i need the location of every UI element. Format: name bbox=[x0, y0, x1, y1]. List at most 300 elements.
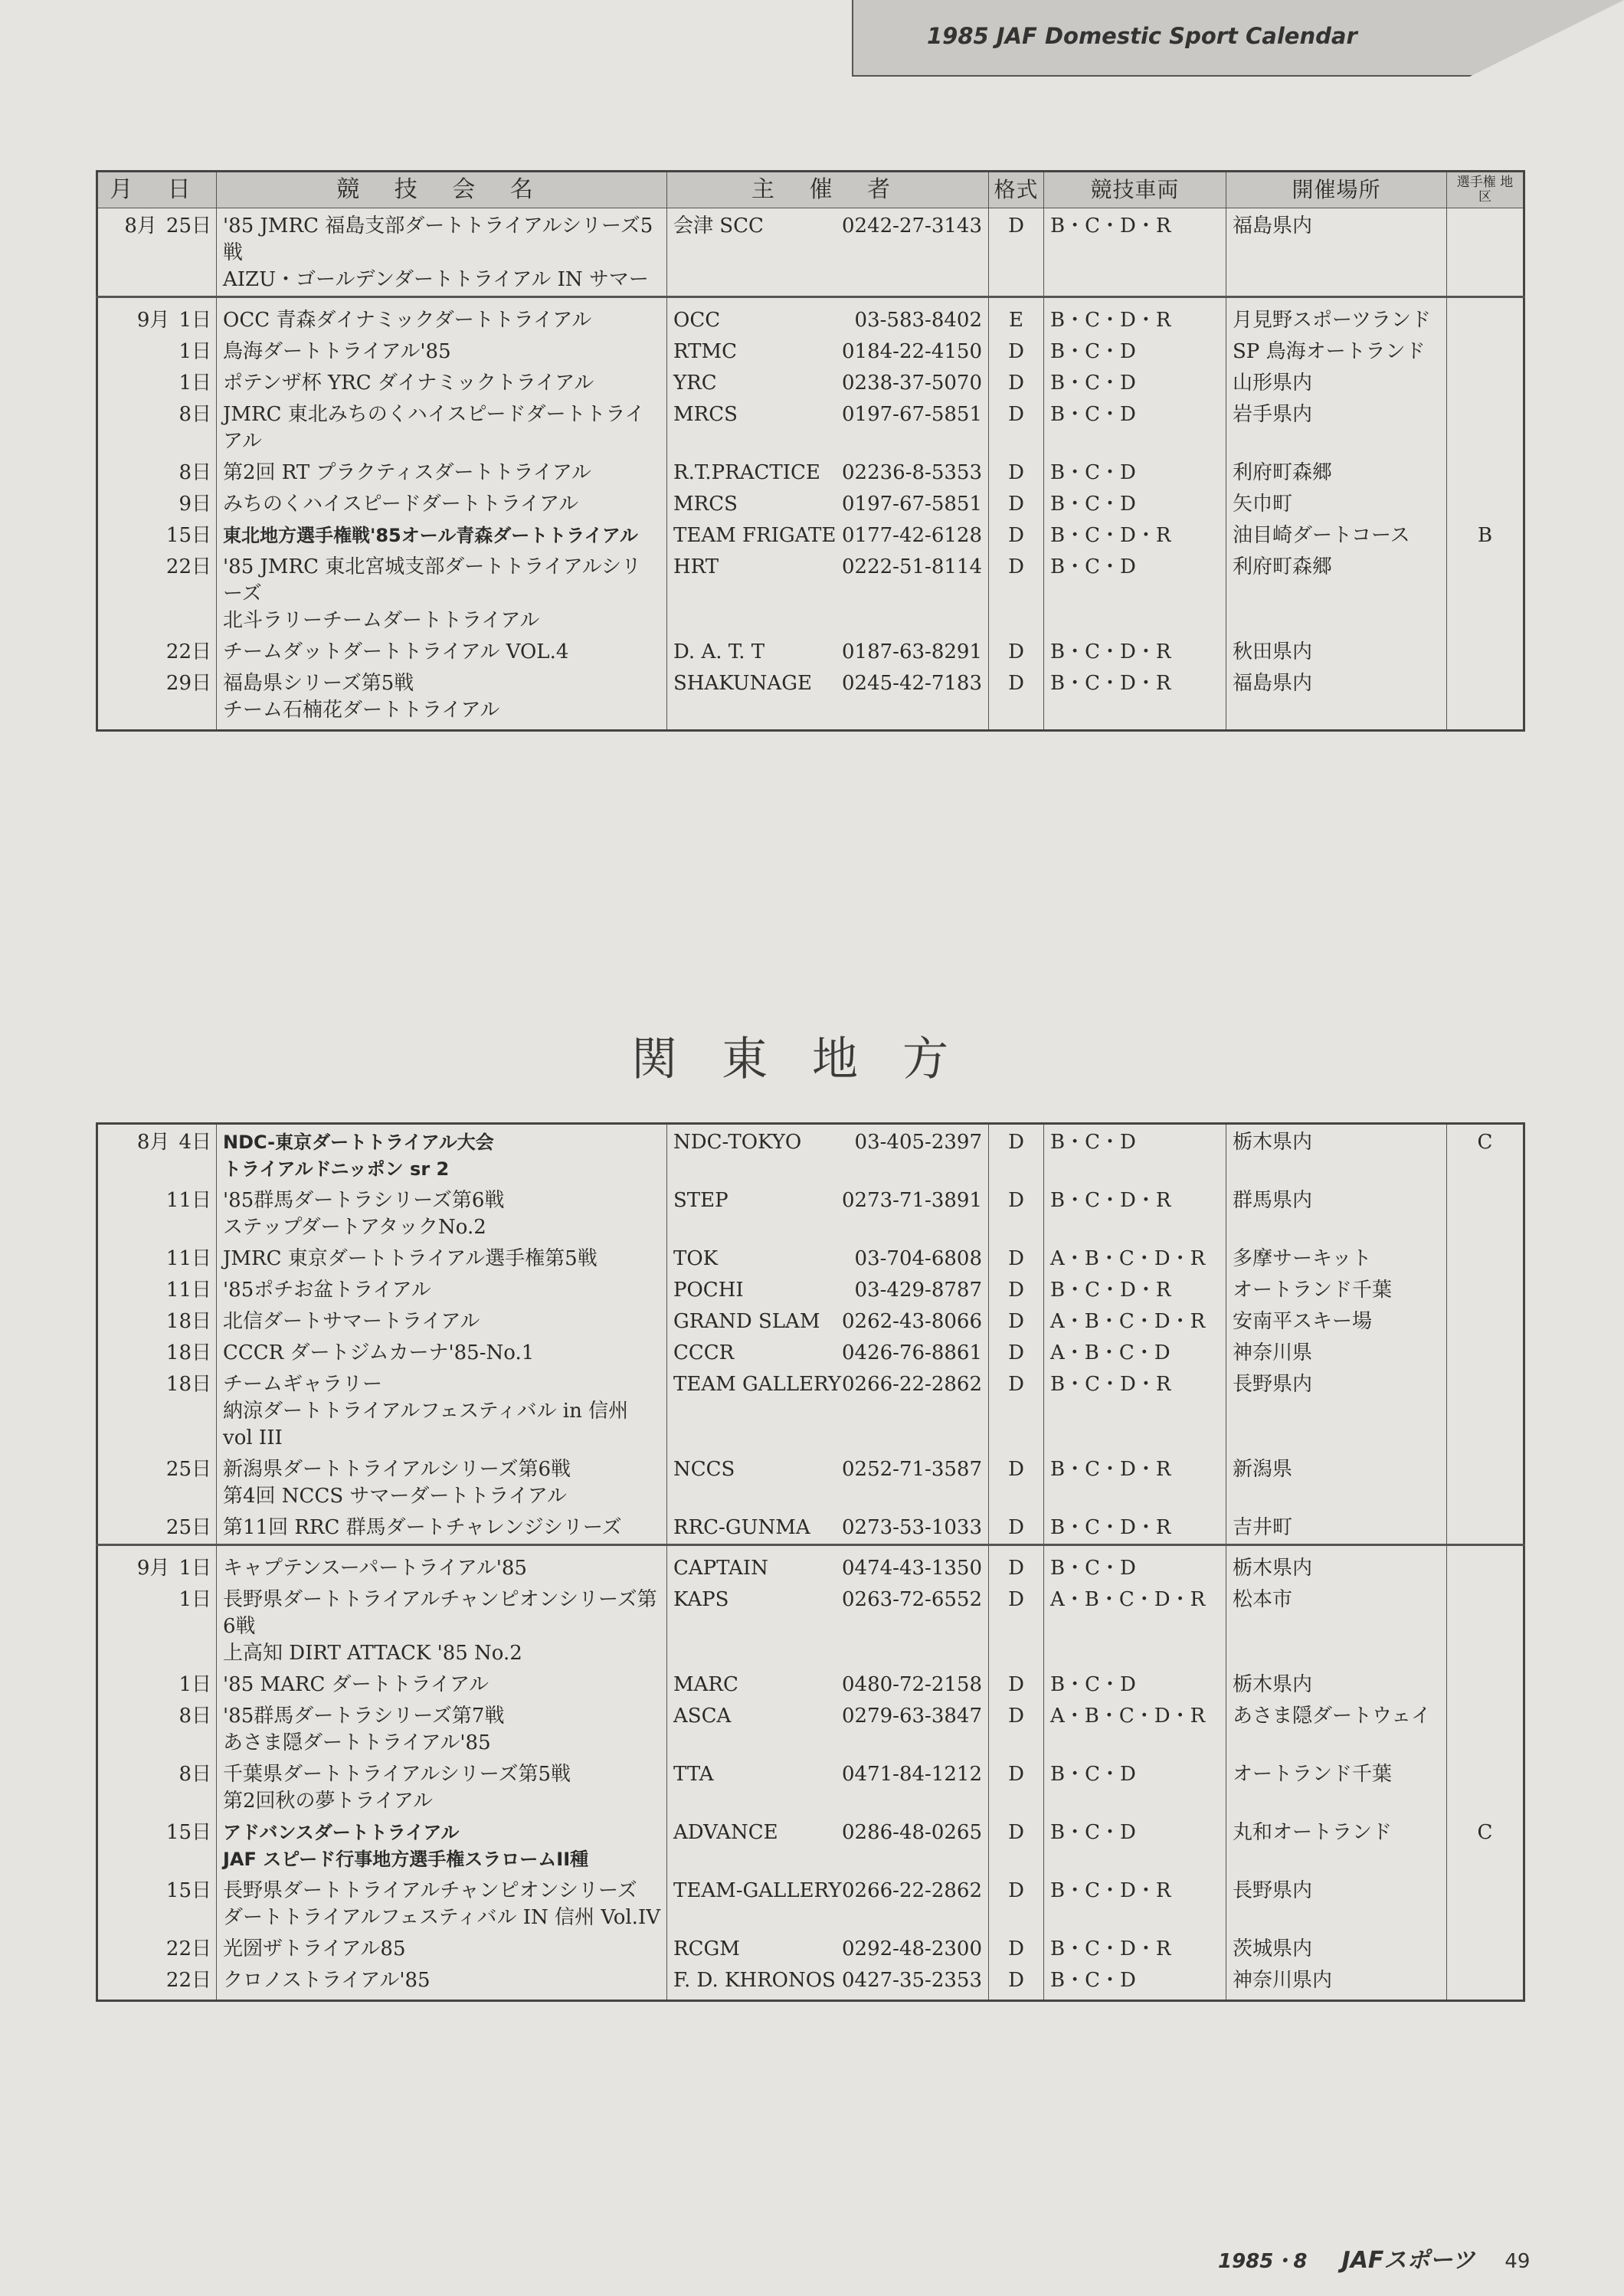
event-name-line: ダートトライアルフェスティバル IN 信州 Vol.IV bbox=[223, 1906, 660, 1929]
organizer-phone: 0266-22-2862 bbox=[842, 1373, 982, 1396]
organizer bbox=[667, 1759, 989, 1817]
championship-region bbox=[1447, 1669, 1524, 1701]
organizer bbox=[667, 1669, 989, 1701]
event-name-line: ポテンザ杯 YRC ダイナミックトライアル bbox=[223, 372, 594, 395]
spacer-cell bbox=[1447, 726, 1524, 731]
event-name-line: '85群馬ダートラシリーズ第7戦 bbox=[223, 1705, 505, 1728]
organizer-phone: 0238-37-5070 bbox=[842, 372, 982, 395]
event-date bbox=[97, 1338, 217, 1369]
event-date bbox=[97, 1185, 217, 1243]
organizer-name: SHAKUNAGE bbox=[673, 672, 812, 695]
organizer-name: HRT bbox=[673, 555, 719, 578]
table-header-row bbox=[97, 172, 1524, 208]
venue: オートランド千葉 bbox=[1226, 1759, 1447, 1817]
footer-issue: 1985・8 bbox=[1218, 2250, 1308, 2273]
event-name-line: JMRC 東京ダートトライアル選手権第5戦 bbox=[223, 1247, 598, 1270]
organizer-phone: 03-429-8787 bbox=[854, 1279, 982, 1302]
venue: 長野県内 bbox=[1226, 1369, 1447, 1454]
organizer-phone: 0263-72-6552 bbox=[842, 1588, 982, 1611]
event-name-line: '85 JMRC 東北宮城支部ダートトライアルシリーズ bbox=[223, 555, 642, 605]
event-name-line: JAF スピード行事地方選手権スラロームII種 bbox=[223, 1849, 589, 1870]
event-name-line: キャプテンスーパートライアル'85 bbox=[223, 1557, 527, 1580]
event-name-line: 第2回 RT プラクティスダートトライアル bbox=[223, 461, 591, 484]
event-format: D bbox=[989, 208, 1044, 297]
organizer bbox=[667, 552, 989, 637]
event-name bbox=[217, 368, 667, 399]
event-format: D bbox=[989, 1124, 1044, 1186]
spacer-cell bbox=[989, 1996, 1044, 2001]
table-row bbox=[97, 1185, 1524, 1243]
championship-region bbox=[1447, 1965, 1524, 1996]
event-name bbox=[217, 1965, 667, 1996]
vehicle-classes: B・C・D bbox=[1044, 1545, 1226, 1585]
table-row bbox=[97, 368, 1524, 399]
event-format: D bbox=[989, 1306, 1044, 1338]
day-label: 15日 bbox=[165, 1821, 211, 1844]
vehicle-classes: B・C・D・R bbox=[1044, 1454, 1226, 1512]
table-row bbox=[97, 1124, 1524, 1186]
event-format: D bbox=[989, 1875, 1044, 1934]
spacer-cell bbox=[217, 726, 667, 731]
day-label: 1日 bbox=[178, 1557, 211, 1580]
event-format: D bbox=[989, 1338, 1044, 1369]
venue: 多摩サーキット bbox=[1226, 1243, 1447, 1275]
organizer bbox=[667, 1306, 989, 1338]
organizer-name: TEAM-GALLERY bbox=[673, 1879, 842, 1902]
event-name bbox=[217, 1817, 667, 1875]
organizer-phone: 0242-27-3143 bbox=[842, 215, 982, 237]
venue: 油目崎ダートコース bbox=[1226, 520, 1447, 552]
event-name bbox=[217, 1454, 667, 1512]
event-format: D bbox=[989, 1817, 1044, 1875]
organizer-phone: 0184-22-4150 bbox=[842, 340, 982, 363]
championship-region bbox=[1447, 1545, 1524, 1585]
vehicle-classes: B・C・D bbox=[1044, 552, 1226, 637]
organizer-phone: 0266-22-2862 bbox=[842, 1879, 982, 1902]
event-name-line: NDC-東京ダートトライアル大会 bbox=[223, 1132, 494, 1153]
event-date bbox=[97, 1759, 217, 1817]
table-row bbox=[97, 1275, 1524, 1306]
event-name bbox=[217, 552, 667, 637]
event-format: D bbox=[989, 489, 1044, 520]
organizer-phone: 0273-53-1033 bbox=[842, 1516, 982, 1539]
event-format: D bbox=[989, 1759, 1044, 1817]
organizer-phone: 0426-76-8861 bbox=[842, 1341, 982, 1364]
organizer-phone: 0286-48-0265 bbox=[842, 1821, 982, 1844]
organizer-phone: 02236-8-5353 bbox=[842, 461, 982, 484]
organizer-name: YRC bbox=[673, 372, 717, 395]
organizer bbox=[667, 520, 989, 552]
table-row bbox=[97, 1243, 1524, 1275]
event-format: D bbox=[989, 520, 1044, 552]
venue: 矢巾町 bbox=[1226, 489, 1447, 520]
spacer-cell bbox=[1226, 726, 1447, 731]
event-name bbox=[217, 1545, 667, 1585]
organizer-phone: 0252-71-3587 bbox=[842, 1458, 982, 1481]
event-name-line: あさま隠ダートトライアル'85 bbox=[223, 1731, 491, 1754]
organizer bbox=[667, 1369, 989, 1454]
organizer-phone: 0474-43-1350 bbox=[842, 1557, 982, 1580]
event-name bbox=[217, 1875, 667, 1934]
event-format: D bbox=[989, 336, 1044, 368]
championship-region bbox=[1447, 489, 1524, 520]
event-name-line: 上高知 DIRT ATTACK '85 No.2 bbox=[223, 1642, 522, 1665]
event-format: D bbox=[989, 1584, 1044, 1669]
table-row bbox=[97, 1512, 1524, 1545]
event-date bbox=[97, 1306, 217, 1338]
event-date bbox=[97, 668, 217, 726]
venue: オートランド千葉 bbox=[1226, 1275, 1447, 1306]
table-row bbox=[97, 668, 1524, 726]
venue: 新潟県 bbox=[1226, 1454, 1447, 1512]
event-name-line: チームダットダートトライアル VOL.4 bbox=[223, 640, 569, 663]
vehicle-classes: B・C・D bbox=[1044, 1817, 1226, 1875]
organizer bbox=[667, 637, 989, 668]
table-row bbox=[97, 1584, 1524, 1669]
organizer bbox=[667, 336, 989, 368]
organizer bbox=[667, 1454, 989, 1512]
vehicle-classes: B・C・D・R bbox=[1044, 1875, 1226, 1934]
event-name bbox=[217, 457, 667, 489]
organizer bbox=[667, 1124, 989, 1186]
spacer-cell bbox=[1226, 1996, 1447, 2001]
event-name bbox=[217, 399, 667, 457]
organizer-name: TEAM GALLERY bbox=[673, 1373, 841, 1396]
organizer bbox=[667, 1243, 989, 1275]
vehicle-classes: A・B・C・D・R bbox=[1044, 1701, 1226, 1759]
table-row bbox=[97, 1369, 1524, 1454]
championship-region bbox=[1447, 1338, 1524, 1369]
championship-region bbox=[1447, 552, 1524, 637]
event-date bbox=[97, 1275, 217, 1306]
vehicle-classes: B・C・D・R bbox=[1044, 1934, 1226, 1965]
event-name-line: '85群馬ダートラシリーズ第6戦 bbox=[223, 1189, 505, 1212]
day-label: 4日 bbox=[178, 1131, 211, 1154]
championship-region bbox=[1447, 1875, 1524, 1934]
championship-region bbox=[1447, 1454, 1524, 1512]
event-date bbox=[97, 1369, 217, 1454]
event-name bbox=[217, 208, 667, 297]
day-label: 11日 bbox=[165, 1279, 211, 1302]
vehicle-classes: B・C・D・R bbox=[1044, 520, 1226, 552]
day-label: 22日 bbox=[165, 1969, 211, 1992]
championship-region bbox=[1447, 1512, 1524, 1545]
day-label: 18日 bbox=[165, 1310, 211, 1333]
organizer bbox=[667, 1817, 989, 1875]
day-label: 1日 bbox=[178, 1588, 211, 1611]
table-row bbox=[97, 1545, 1524, 1585]
event-name-line: 第11回 RRC 群馬ダートチャレンジシリーズ bbox=[223, 1516, 622, 1539]
organizer bbox=[667, 1584, 989, 1669]
event-date bbox=[97, 297, 217, 337]
event-name bbox=[217, 1701, 667, 1759]
championship-region bbox=[1447, 1243, 1524, 1275]
event-format: D bbox=[989, 457, 1044, 489]
event-name-line: 第4回 NCCS サマーダートトライアル bbox=[223, 1485, 567, 1508]
vehicle-classes: B・C・D bbox=[1044, 1759, 1226, 1817]
organizer-phone: 0279-63-3847 bbox=[842, 1705, 982, 1728]
spacer-cell bbox=[667, 1996, 989, 2001]
organizer-name: KAPS bbox=[673, 1588, 729, 1611]
event-name-line: 鳥海ダートトライアル'85 bbox=[223, 340, 451, 363]
vehicle-classes: B・C・D・R bbox=[1044, 1369, 1226, 1454]
header-venue: 開催場所 bbox=[1226, 172, 1447, 208]
venue: 利府町森郷 bbox=[1226, 457, 1447, 489]
organizer-phone: 0273-71-3891 bbox=[842, 1189, 982, 1212]
event-name bbox=[217, 637, 667, 668]
footer-page-number: 49 bbox=[1504, 2250, 1531, 2273]
spacer-cell bbox=[97, 1996, 217, 2001]
organizer-name: STEP bbox=[673, 1189, 729, 1212]
organizer-name: TOK bbox=[673, 1247, 719, 1270]
organizer bbox=[667, 368, 989, 399]
event-name-line: CCCR ダートジムカーナ'85-No.1 bbox=[223, 1341, 535, 1364]
vehicle-classes: B・C・D bbox=[1044, 368, 1226, 399]
organizer-name: CAPTAIN bbox=[673, 1557, 768, 1580]
vehicle-classes: A・B・C・D・R bbox=[1044, 1306, 1226, 1338]
organizer-name: D. A. T. T bbox=[673, 640, 765, 663]
venue: 秋田県内 bbox=[1226, 637, 1447, 668]
table-row bbox=[97, 637, 1524, 668]
table-spacer-row bbox=[97, 726, 1524, 731]
day-label: 15日 bbox=[165, 524, 211, 547]
championship-region bbox=[1447, 297, 1524, 337]
venue: 山形県内 bbox=[1226, 368, 1447, 399]
organizer-phone: 0222-51-8114 bbox=[842, 555, 982, 578]
organizer bbox=[667, 1185, 989, 1243]
header-organizer: 主 催 者 bbox=[667, 172, 989, 208]
organizer bbox=[667, 1875, 989, 1934]
organizer bbox=[667, 208, 989, 297]
day-label: 8日 bbox=[178, 1763, 211, 1786]
organizer-name: R.T.PRACTICE bbox=[673, 461, 820, 484]
championship-region bbox=[1447, 637, 1524, 668]
event-name-line: 第2回秋の夢トライアル bbox=[223, 1790, 433, 1813]
event-format: D bbox=[989, 1965, 1044, 1996]
event-name bbox=[217, 1306, 667, 1338]
day-label: 29日 bbox=[165, 672, 211, 695]
event-date bbox=[97, 1701, 217, 1759]
organizer-name: MRCS bbox=[673, 403, 738, 426]
championship-region bbox=[1447, 208, 1524, 297]
spacer-cell bbox=[989, 726, 1044, 731]
event-name-line: '85ポチお盆トライアル bbox=[223, 1279, 431, 1302]
venue: 月見野スポーツランド bbox=[1226, 297, 1447, 337]
day-label: 15日 bbox=[165, 1879, 211, 1902]
event-format: E bbox=[989, 297, 1044, 337]
day-label: 22日 bbox=[165, 1937, 211, 1960]
vehicle-classes: B・C・D・R bbox=[1044, 1275, 1226, 1306]
event-name bbox=[217, 1185, 667, 1243]
championship-region: B bbox=[1447, 520, 1524, 552]
event-name-line: AIZU・ゴールデンダートトライアル IN サマー bbox=[223, 268, 649, 291]
spacer-cell bbox=[217, 1996, 667, 2001]
event-format: D bbox=[989, 399, 1044, 457]
event-date bbox=[97, 399, 217, 457]
venue: 安南平スキー場 bbox=[1226, 1306, 1447, 1338]
event-name bbox=[217, 1584, 667, 1669]
venue: 栃木県内 bbox=[1226, 1669, 1447, 1701]
championship-region: C bbox=[1447, 1124, 1524, 1186]
championship-region bbox=[1447, 336, 1524, 368]
organizer-name: NCCS bbox=[673, 1458, 735, 1481]
month-label: 9月 bbox=[136, 1557, 170, 1580]
event-name-line: トライアルドニッポン sr 2 bbox=[223, 1158, 450, 1180]
event-format: D bbox=[989, 1243, 1044, 1275]
vehicle-classes: B・C・D bbox=[1044, 489, 1226, 520]
day-label: 11日 bbox=[165, 1189, 211, 1212]
day-label: 18日 bbox=[165, 1373, 211, 1396]
event-date bbox=[97, 1454, 217, 1512]
event-name-line: 納涼ダートトライアルフェスティバル in 信州 vol III bbox=[223, 1400, 629, 1449]
event-name-line: 光圀ザトライアル85 bbox=[223, 1937, 406, 1960]
table-row bbox=[97, 520, 1524, 552]
event-date bbox=[97, 208, 217, 297]
event-date bbox=[97, 1875, 217, 1934]
venue: 福島県内 bbox=[1226, 208, 1447, 297]
vehicle-classes: B・C・D・R bbox=[1044, 297, 1226, 337]
organizer-phone: 03-704-6808 bbox=[854, 1247, 982, 1270]
table-row bbox=[97, 489, 1524, 520]
table-row bbox=[97, 336, 1524, 368]
venue: あさま隠ダートウェイ bbox=[1226, 1701, 1447, 1759]
event-name bbox=[217, 1669, 667, 1701]
event-date bbox=[97, 1545, 217, 1585]
event-name bbox=[217, 1124, 667, 1186]
spacer-cell bbox=[1044, 726, 1226, 731]
header-vehicles: 競技車両 bbox=[1044, 172, 1226, 208]
venue: 吉井町 bbox=[1226, 1512, 1447, 1545]
table-row bbox=[97, 1669, 1524, 1701]
day-label: 1日 bbox=[178, 1673, 211, 1696]
organizer bbox=[667, 1338, 989, 1369]
day-label: 9日 bbox=[178, 493, 211, 516]
organizer bbox=[667, 1545, 989, 1585]
event-format: D bbox=[989, 1369, 1044, 1454]
day-label: 22日 bbox=[165, 555, 211, 578]
event-date bbox=[97, 1669, 217, 1701]
venue: 茨城県内 bbox=[1226, 1934, 1447, 1965]
event-name bbox=[217, 1338, 667, 1369]
championship-region bbox=[1447, 1275, 1524, 1306]
event-format: D bbox=[989, 1512, 1044, 1545]
vehicle-classes: B・C・D bbox=[1044, 1965, 1226, 1996]
venue: 神奈川県内 bbox=[1226, 1965, 1447, 1996]
event-name-line: ステップダートアタックNo.2 bbox=[223, 1216, 486, 1239]
venue: 松本市 bbox=[1226, 1584, 1447, 1669]
table-row bbox=[97, 1701, 1524, 1759]
event-name bbox=[217, 1369, 667, 1454]
vehicle-classes: B・C・D bbox=[1044, 336, 1226, 368]
event-format: D bbox=[989, 1701, 1044, 1759]
footer-magazine-logo: JAFスポーツ bbox=[1341, 2247, 1475, 2274]
spacer-cell bbox=[1044, 1996, 1226, 2001]
organizer-name: RTMC bbox=[673, 340, 737, 363]
event-date bbox=[97, 1512, 217, 1545]
vehicle-classes: B・C・D・R bbox=[1044, 668, 1226, 726]
vehicle-classes: B・C・D・R bbox=[1044, 1185, 1226, 1243]
vehicle-classes: A・B・C・D・R bbox=[1044, 1584, 1226, 1669]
table-row bbox=[97, 1306, 1524, 1338]
table-row bbox=[97, 399, 1524, 457]
organizer-name: RCGM bbox=[673, 1937, 740, 1960]
event-format: D bbox=[989, 368, 1044, 399]
event-name-line: みちのくハイスピードダートトライアル bbox=[223, 493, 579, 516]
table-row bbox=[97, 1817, 1524, 1875]
table-row bbox=[97, 1934, 1524, 1965]
event-name-line: 福島県シリーズ第5戦 bbox=[223, 672, 414, 695]
event-name-line: '85 MARC ダートトライアル bbox=[223, 1673, 489, 1696]
venue: 岩手県内 bbox=[1226, 399, 1447, 457]
event-name-line: 東北地方選手権戦'85オール青森ダートトライアル bbox=[223, 525, 638, 546]
table-row bbox=[97, 1454, 1524, 1512]
event-name-line: 新潟県ダートトライアルシリーズ第6戦 bbox=[223, 1458, 571, 1481]
day-label: 25日 bbox=[165, 1458, 211, 1481]
organizer bbox=[667, 1701, 989, 1759]
event-date bbox=[97, 457, 217, 489]
event-name bbox=[217, 489, 667, 520]
organizer-phone: 0197-67-5851 bbox=[842, 403, 982, 426]
event-name bbox=[217, 520, 667, 552]
day-label: 22日 bbox=[165, 640, 211, 663]
event-format: D bbox=[989, 1185, 1044, 1243]
organizer-phone: 0471-84-1212 bbox=[842, 1763, 982, 1786]
table-row bbox=[97, 1338, 1524, 1369]
championship-region bbox=[1447, 1934, 1524, 1965]
event-name bbox=[217, 1934, 667, 1965]
venue: 長野県内 bbox=[1226, 1875, 1447, 1934]
day-label: 1日 bbox=[178, 309, 211, 332]
organizer-name: GRAND SLAM bbox=[673, 1310, 820, 1333]
spacer-cell bbox=[1447, 1996, 1524, 2001]
event-format: D bbox=[989, 1545, 1044, 1585]
table-row bbox=[97, 1965, 1524, 1996]
event-name-line: 長野県ダートトライアルチャンピオンシリーズ bbox=[223, 1879, 637, 1902]
organizer-phone: 03-405-2397 bbox=[854, 1131, 982, 1154]
event-name-line: 北信ダートサマートライアル bbox=[223, 1310, 480, 1333]
organizer-phone: 03-583-8402 bbox=[854, 309, 982, 332]
organizer bbox=[667, 1965, 989, 1996]
event-date bbox=[97, 1965, 217, 1996]
organizer-name: ADVANCE bbox=[673, 1821, 778, 1844]
event-date bbox=[97, 1243, 217, 1275]
organizer-phone: 0262-43-8066 bbox=[842, 1310, 982, 1333]
organizer-name: F. D. KHRONOS bbox=[673, 1969, 836, 1992]
tohoku-calendar-table bbox=[96, 170, 1525, 732]
organizer bbox=[667, 399, 989, 457]
event-name-line: チーム石楠花ダートトライアル bbox=[223, 699, 500, 722]
table-row bbox=[97, 1875, 1524, 1934]
championship-region bbox=[1447, 1306, 1524, 1338]
organizer-name: TTA bbox=[673, 1763, 714, 1786]
event-date bbox=[97, 489, 217, 520]
event-date bbox=[97, 552, 217, 637]
venue: 神奈川県 bbox=[1226, 1338, 1447, 1369]
championship-region bbox=[1447, 399, 1524, 457]
page-footer bbox=[1218, 2241, 1530, 2275]
event-date bbox=[97, 1817, 217, 1875]
venue: 利府町森郷 bbox=[1226, 552, 1447, 637]
event-date bbox=[97, 1934, 217, 1965]
event-date bbox=[97, 336, 217, 368]
organizer-phone: 0292-48-2300 bbox=[842, 1937, 982, 1960]
venue: 丸和オートランド bbox=[1226, 1817, 1447, 1875]
championship-region bbox=[1447, 1584, 1524, 1669]
event-name-line: 千葉県ダートトライアルシリーズ第5戦 bbox=[223, 1763, 571, 1786]
championship-region bbox=[1447, 1759, 1524, 1817]
organizer-name: 会津 SCC bbox=[673, 215, 764, 237]
venue: SP 鳥海オートランド bbox=[1226, 336, 1447, 368]
